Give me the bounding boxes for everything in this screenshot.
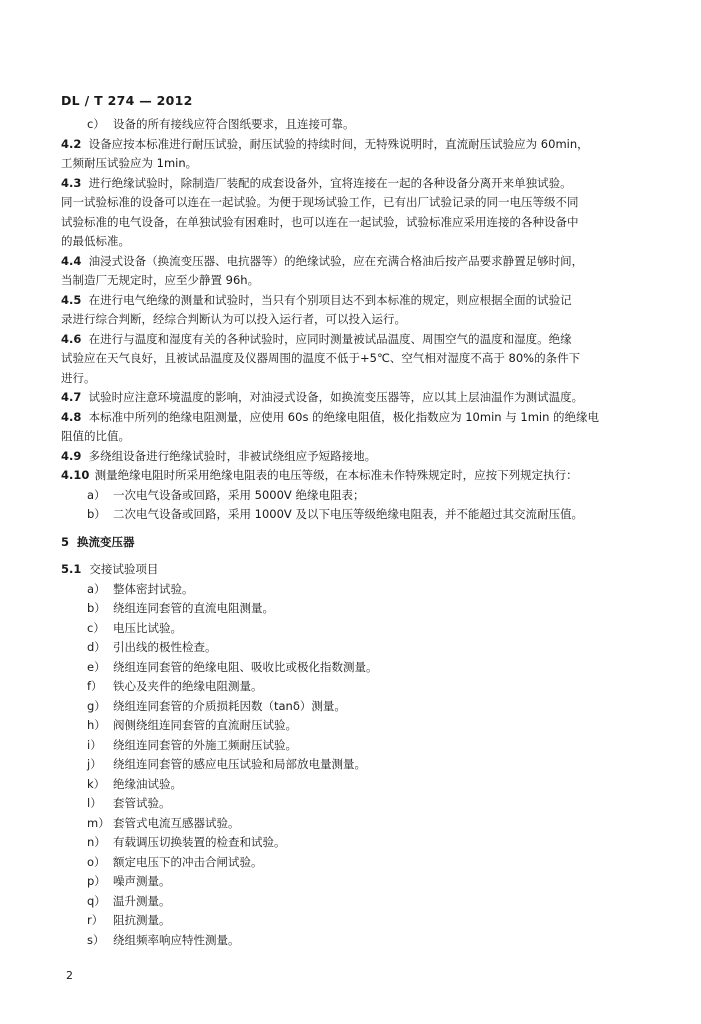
clause-4-3 xyxy=(61,174,661,252)
list-marker: f） xyxy=(87,679,103,693)
clause-number: 4.8 xyxy=(61,409,82,424)
list-item xyxy=(61,697,661,717)
list-marker: o） xyxy=(87,854,106,869)
list-marker: c） xyxy=(87,620,105,635)
list-marker: q） xyxy=(87,893,106,908)
list-item-text: 引出线的极性检查。 xyxy=(113,640,217,654)
clause-text-line: 当制造厂无规定时，应至少静置 96h。 xyxy=(61,273,260,287)
list-marker: m） xyxy=(87,815,110,830)
list-marker: e） xyxy=(87,659,106,674)
clause-number: 4.3 xyxy=(61,175,82,190)
clause-text-line: 多绕组设备进行绝缘试验时，非被试绕组应予短路接地。 xyxy=(88,448,377,463)
clause-text-line: 进行。 xyxy=(61,370,96,385)
clause-text-line: 本标准中所列的绝缘电阻测量，应使用 60s 的绝缘电阻值，极化指数应为 10min 与 1min 的绝缘电 xyxy=(88,409,600,424)
clause-4-9 xyxy=(61,447,661,467)
list-marker: j） xyxy=(87,757,102,771)
page-number: 2 xyxy=(66,969,73,982)
list-marker: a） xyxy=(87,487,106,502)
clause-number: 4.7 xyxy=(61,390,82,404)
list-item xyxy=(61,677,661,697)
list-item-text: 设备的所有接线应符合图纸要求，且连接可靠。 xyxy=(113,117,355,131)
list-item xyxy=(61,755,661,775)
clause-item-c xyxy=(61,115,661,135)
clause-text-line: 进行绝缘试验时，除制造厂装配的成套设备外，宜将连接在一起的各种设备分离开来单独试验。 xyxy=(88,175,572,190)
list-item xyxy=(61,638,661,658)
list-item xyxy=(61,794,661,814)
list-item xyxy=(61,599,661,619)
clause-text-line: 在进行与温度和湿度有关的各种试验时，应同时测量被试品温度、周围空气的温度和湿度。绝缘 xyxy=(88,331,572,346)
list-marker: i） xyxy=(87,737,102,752)
clause-text-line: 油浸式设备（换流变压器、电抗器等）的绝缘试验，应在充满合格油后按产品要求静置足够时间， xyxy=(88,253,584,268)
list-marker: r） xyxy=(87,913,104,927)
clause-text-line: 在进行电气绝缘的测量和试验时，当只有个别项目达不到本标准的规定，则应根据全面的试验记 xyxy=(88,292,572,307)
clause-text-line: 阻值的比值。 xyxy=(61,429,130,443)
clause-4-2 xyxy=(61,135,661,174)
list-item-text: 绝缘油试验。 xyxy=(113,776,182,791)
list-item-text: 二次电气设备或回路，采用 1000V 及以下电压等级绝缘电阻表，并不能超过其交流耐压值。 xyxy=(113,507,583,521)
list-marker: n） xyxy=(87,835,106,849)
list-item-text: 套管试验。 xyxy=(113,796,171,810)
list-item-text: 温升测量。 xyxy=(113,893,171,908)
list-item xyxy=(61,814,661,834)
list-item-text: 噪声测量。 xyxy=(113,874,171,888)
clause-text-line: 的最低标准。 xyxy=(61,234,130,248)
list-item xyxy=(61,580,661,600)
list-item-text: 一次电气设备或回路，采用 5000V 绝缘电阻表； xyxy=(113,487,365,502)
list-marker: s） xyxy=(87,932,105,947)
list-item-text: 铁心及夹件的绝缘电阻测量。 xyxy=(113,679,263,693)
list-marker: b） xyxy=(87,507,106,521)
section-title: 换流变压器 xyxy=(77,534,135,549)
list-marker: c） xyxy=(87,117,105,131)
document-body xyxy=(61,115,661,950)
clause-number: 4.4 xyxy=(61,253,82,268)
section-number: 5.1 xyxy=(61,562,82,576)
section-title: 交接试验项目 xyxy=(89,562,159,576)
list-item xyxy=(61,736,661,756)
list-marker: k） xyxy=(87,776,106,791)
section-heading-5-1 xyxy=(61,560,661,580)
list-item-text: 阀侧绕组连同套管的直流耐压试验。 xyxy=(113,718,297,732)
list-item-text: 绕组连同套管的外施工频耐压试验。 xyxy=(113,737,297,752)
list-marker: l） xyxy=(87,796,102,810)
list-item xyxy=(61,716,661,736)
clause-text-line: 录进行综合判断，经综合判断认为可以投入运行者，可以投入运行。 xyxy=(61,312,406,326)
list-item xyxy=(61,486,661,506)
list-marker: b） xyxy=(87,601,106,615)
list-item-text: 绕组连同套管的介质损耗因数（tanδ）测量。 xyxy=(113,698,346,713)
standard-code-header: DL / T 274 — 2012 xyxy=(61,93,193,108)
list-item-text: 电压比试验。 xyxy=(113,620,182,635)
list-item xyxy=(61,658,661,678)
clause-4-4 xyxy=(61,252,661,291)
clause-4-10 xyxy=(61,466,661,525)
list-item xyxy=(61,775,661,795)
clause-text-line: 工频耐压试验应为 1min。 xyxy=(61,156,198,170)
list-item-text: 额定电压下的冲击合闸试验。 xyxy=(113,854,263,869)
clause-4-6 xyxy=(61,330,661,389)
list-marker: a） xyxy=(87,581,106,596)
list-item xyxy=(61,892,661,912)
clause-number: 4.6 xyxy=(61,331,82,346)
clause-text-line: 试验应在天气良好，且被试品温度及仪器周围的温度不低于+5℃、空气相对湿度不高于 80%的条件下 xyxy=(61,351,581,365)
section-heading-5 xyxy=(61,533,661,553)
clause-4-7 xyxy=(61,388,661,408)
list-item-text: 有载调压切换装置的检查和试验。 xyxy=(113,835,286,849)
test-items-list xyxy=(61,580,661,951)
clause-4-8 xyxy=(61,408,661,447)
list-item xyxy=(61,931,661,951)
section-number: 5 xyxy=(61,534,70,549)
list-item xyxy=(61,505,661,525)
list-marker: d） xyxy=(87,640,106,654)
clause-number: 4.9 xyxy=(61,448,82,463)
list-item xyxy=(61,911,661,931)
list-item-text: 阻抗测量。 xyxy=(113,913,171,927)
list-item-text: 绕组连同套管的感应电压试验和局部放电量测量。 xyxy=(113,757,366,771)
clause-text-line: 同一试验标准的设备可以连在一起试验。为便于现场试验工作，已有出厂试验记录的同一电压等级不同 xyxy=(61,195,579,209)
list-item xyxy=(61,619,661,639)
list-item xyxy=(61,853,661,873)
list-item-text: 整体密封试验。 xyxy=(113,581,194,596)
list-item-text: 绕组频率响应特性测量。 xyxy=(113,932,240,947)
list-marker: p） xyxy=(87,874,106,888)
list-item-text: 绕组连同套管的直流电阻测量。 xyxy=(113,601,274,615)
clause-number: 4.10 xyxy=(61,468,90,482)
clause-text-line: 测量绝缘电阻时所采用绝缘电阻表的电压等级，在本标准未作特殊规定时，应按下列规定执行： xyxy=(94,468,578,482)
clause-text-line: 设备应按本标准进行耐压试验，耐压试验的持续时间，无特殊说明时，直流耐压试验应为 60min， xyxy=(88,136,589,151)
list-marker: g） xyxy=(87,698,106,713)
clause-number: 4.2 xyxy=(61,136,82,151)
clause-text-line: 试验标准的电气设备，在单独试验有困难时，也可以连在一起试验，试验标准应采用连接的各种设备中 xyxy=(61,214,579,229)
clause-text-line: 试验时应注意环境温度的影响，对油浸式设备，如换流变压器等，应以其上层油温作为测试温度。 xyxy=(88,390,584,404)
list-marker: h） xyxy=(87,718,106,732)
list-item-text: 绕组连同套管的绝缘电阻、吸收比或极化指数测量。 xyxy=(113,659,378,674)
clause-4-5 xyxy=(61,291,661,330)
list-item xyxy=(61,872,661,892)
list-item xyxy=(61,833,661,853)
clause-number: 4.5 xyxy=(61,292,82,307)
list-item-text: 套管式电流互感器试验。 xyxy=(113,815,240,830)
